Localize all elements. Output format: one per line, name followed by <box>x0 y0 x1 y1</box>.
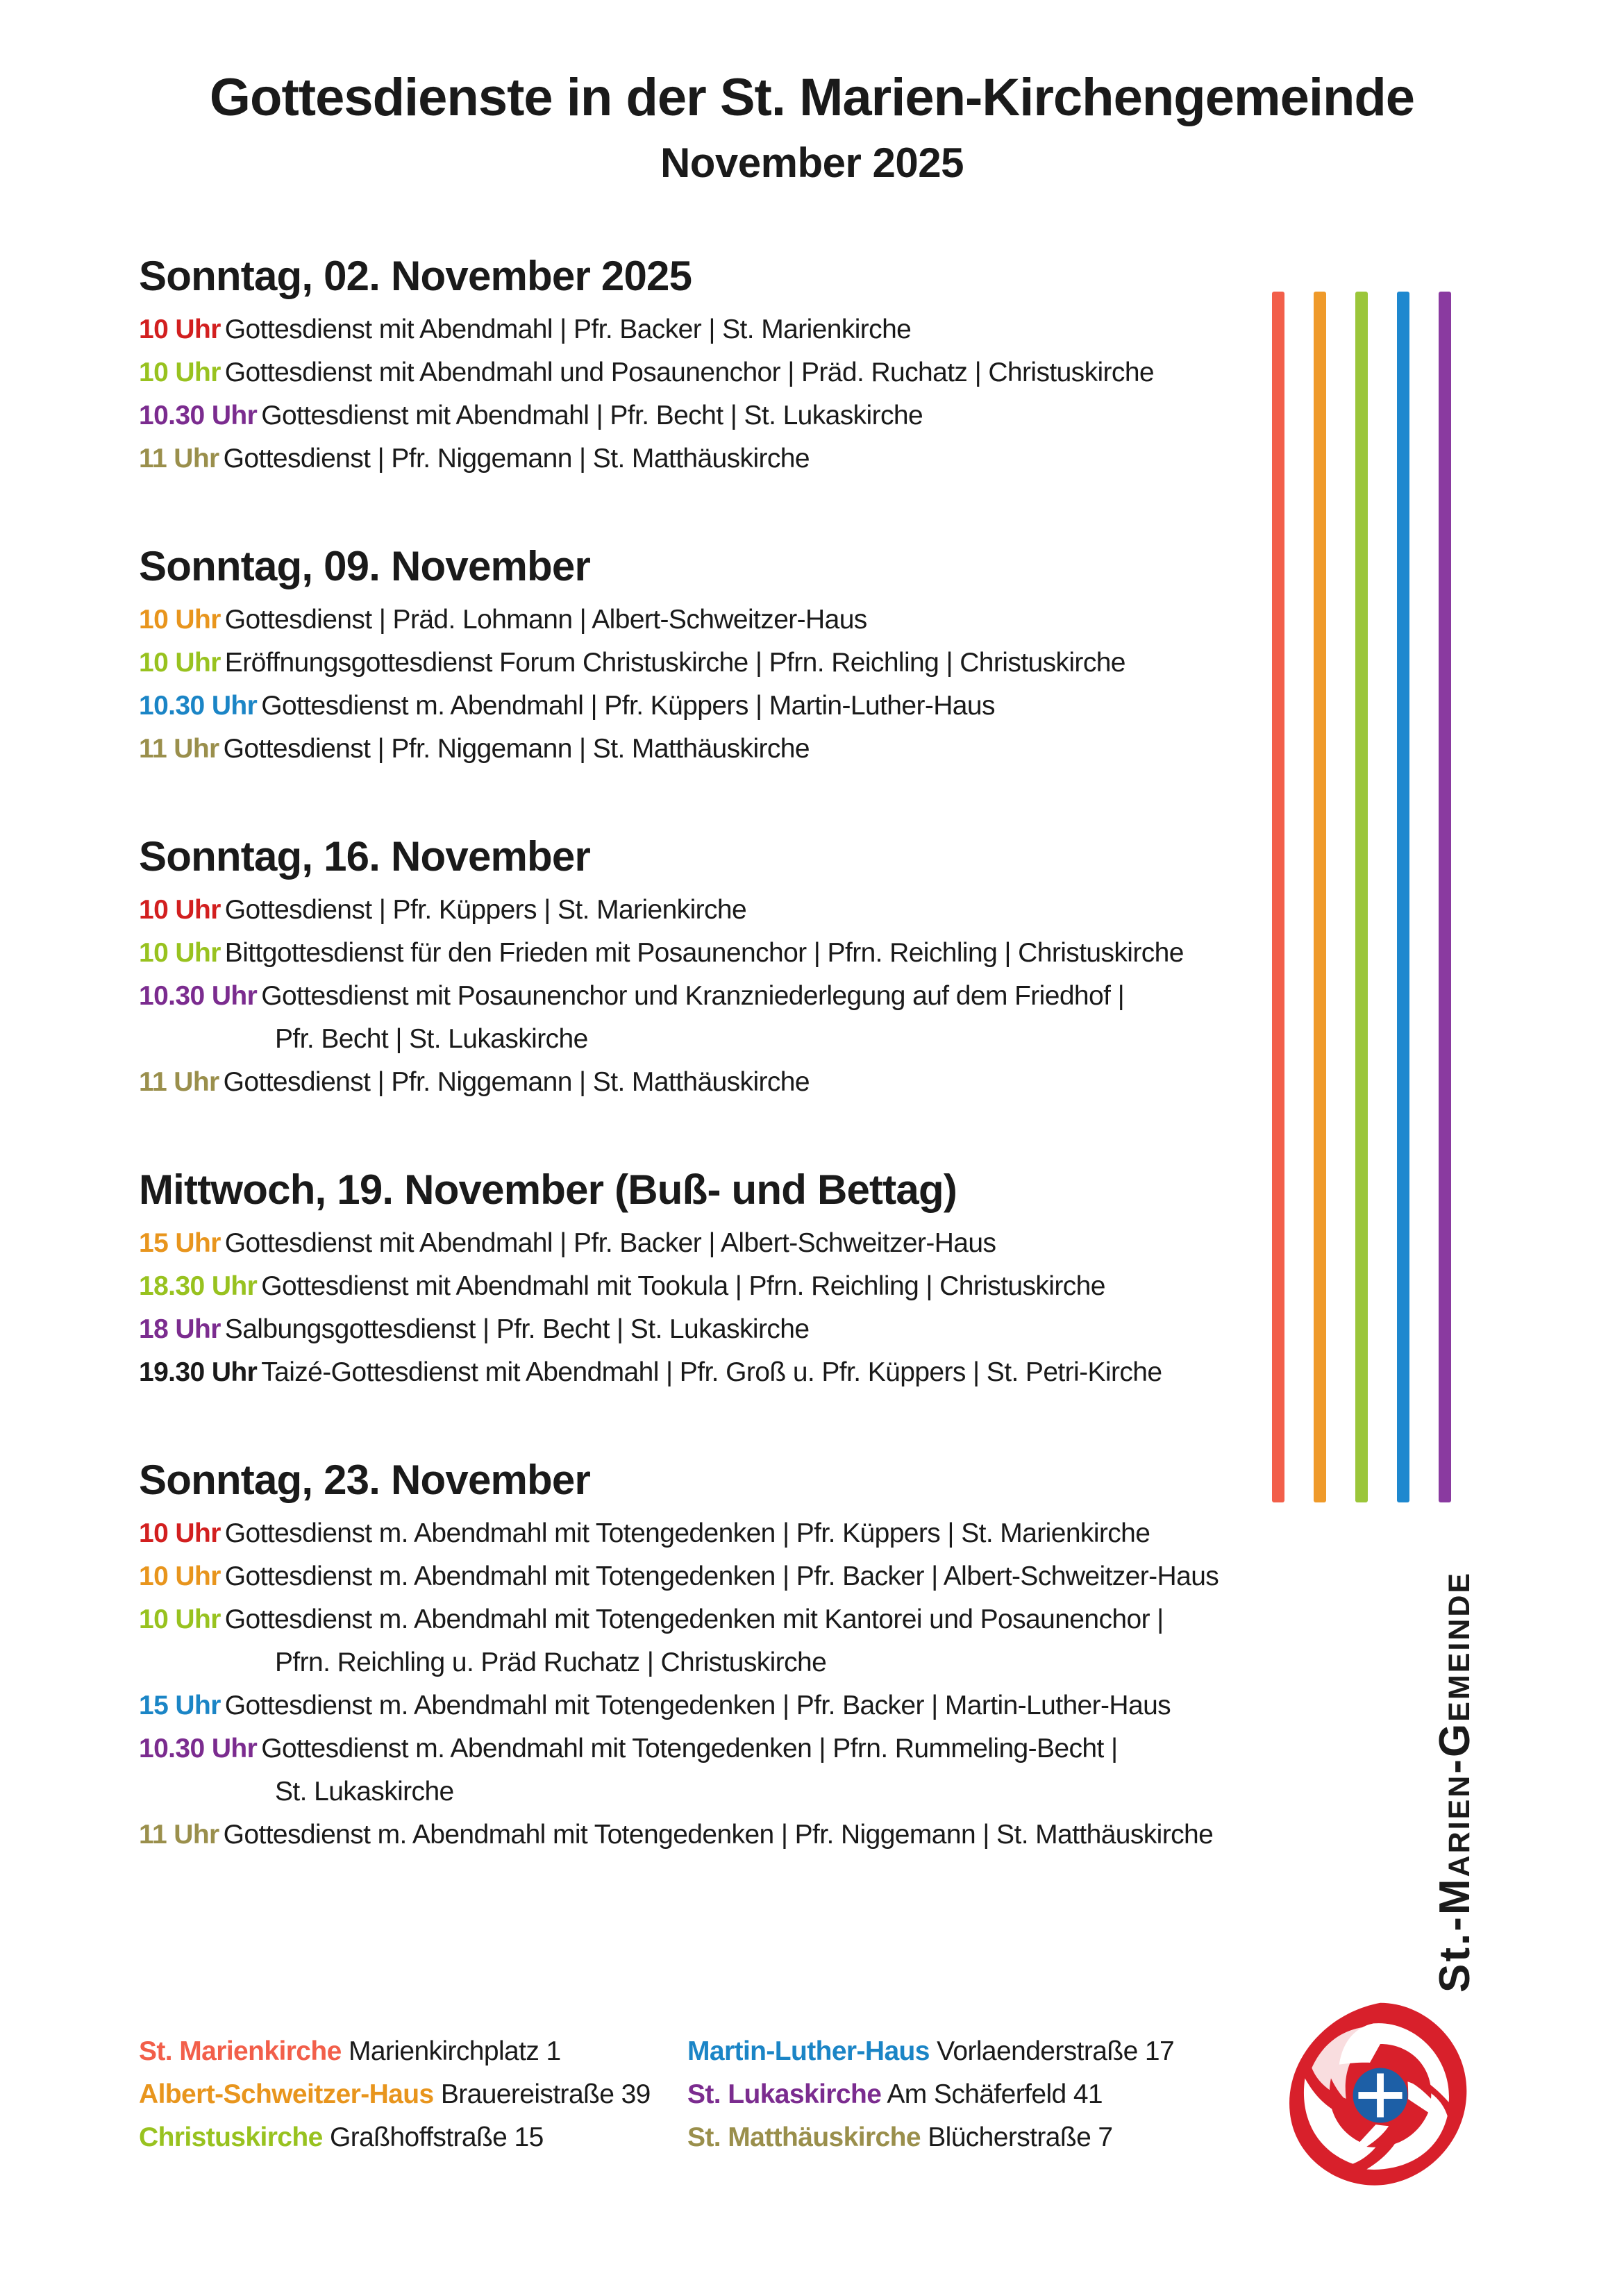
service-description: Gottesdienst mit Abendmahl | Pfr. Backer | St. Marienkirche <box>224 315 912 344</box>
day-heading: Sonntag, 16. November <box>139 833 591 880</box>
service-description-continued: Pfrn. Reichling u. Präd Ruchatz | Christuskirche <box>275 1648 827 1677</box>
day-section <box>139 829 1333 1104</box>
service-entry <box>139 1684 1333 1727</box>
service-time: 19.30 Uhr <box>139 1357 258 1387</box>
church-street: Vorlaenderstraße 17 <box>937 2036 1175 2066</box>
service-time: 11 Uhr <box>139 1067 219 1097</box>
color-stripe <box>1314 292 1326 1502</box>
color-stripe <box>1439 292 1451 1502</box>
service-entry <box>139 1061 1333 1104</box>
service-description: Gottesdienst m. Abendmahl mit Totengedenken | Pfr. Backer | Albert-Schweitzer-Haus <box>224 1561 1219 1591</box>
service-list <box>139 1512 1333 1857</box>
service-time: 10 Uhr <box>139 648 221 678</box>
service-time: 10 Uhr <box>139 605 221 635</box>
day-section <box>139 1162 1333 1394</box>
service-description: Gottesdienst | Pfr. Niggemann | St. Matthäuskirche <box>223 1067 810 1097</box>
brand-name-part2: Gemeinde <box>1431 1570 1479 1758</box>
service-description-continued: St. Lukaskirche <box>275 1777 454 1807</box>
service-description: Gottesdienst mit Abendmahl und Posaunenchor | Präd. Ruchatz | Christuskirche <box>224 358 1154 387</box>
church-name: St. Lukaskirche <box>687 2079 882 2109</box>
service-time: 10 Uhr <box>139 1518 221 1548</box>
church-name: Christuskirche <box>139 2122 323 2152</box>
service-description: Gottesdienst mit Posaunenchor und Kranzniederlegung auf dem Friedhof | <box>261 981 1125 1011</box>
service-time: 10 Uhr <box>139 1561 221 1591</box>
service-description: Taizé-Gottesdienst mit Abendmahl | Pfr. Groß u. Pfr. Küppers | St. Petri-Kirche <box>261 1357 1162 1387</box>
service-entry <box>139 932 1333 975</box>
address-entry <box>687 2116 1174 2159</box>
service-entry <box>139 1351 1333 1394</box>
brand-prefix: St.- <box>1431 1915 1479 1993</box>
service-list <box>139 308 1333 480</box>
church-street: Blücherstraße 7 <box>928 2122 1113 2152</box>
church-name: Martin-Luther-Haus <box>687 2036 930 2066</box>
service-description: Gottesdienst m. Abendmahl mit Totengedenken | Pfr. Backer | Martin-Luther-Haus <box>224 1691 1171 1720</box>
service-entry <box>139 728 1333 771</box>
service-description: Gottesdienst mit Abendmahl | Pfr. Backer | Albert-Schweitzer-Haus <box>224 1228 996 1258</box>
church-name: Albert-Schweitzer-Haus <box>139 2079 434 2109</box>
service-entry <box>139 308 1333 351</box>
page-subtitle: November 2025 <box>660 140 964 187</box>
service-time: 15 Uhr <box>139 1228 221 1258</box>
service-description: Gottesdienst m. Abendmahl mit Totengedenken | Pfr. Niggemann | St. Matthäuskirche <box>223 1820 1214 1850</box>
day-section <box>139 539 1333 771</box>
service-description: Gottesdienst m. Abendmahl mit Totengedenken mit Kantorei und Posaunenchor | <box>224 1604 1164 1634</box>
church-street: Brauereistraße 39 <box>440 2079 651 2109</box>
service-entry <box>139 685 1333 728</box>
service-schedule <box>139 249 1333 1915</box>
service-description: Gottesdienst mit Abendmahl mit Tookula | Pfrn. Reichling | Christuskirche <box>261 1271 1105 1301</box>
service-time: 10.30 Uhr <box>139 1734 258 1763</box>
service-description: Gottesdienst m. Abendmahl mit Totengedenken | Pfrn. Rummeling-Becht | <box>261 1734 1118 1763</box>
service-description: Gottesdienst | Pfr. Küppers | St. Marienkirche <box>224 895 747 925</box>
service-list <box>139 1222 1333 1394</box>
address-column-left <box>139 2030 651 2159</box>
service-entry <box>139 1512 1333 1555</box>
service-entry <box>139 889 1333 932</box>
service-entry <box>139 1727 1333 1813</box>
service-time: 10.30 Uhr <box>139 981 258 1011</box>
service-time: 18.30 Uhr <box>139 1271 258 1301</box>
service-description: Gottesdienst | Pfr. Niggemann | St. Matthäuskirche <box>223 734 810 764</box>
service-description: Eröffnungsgottesdienst Forum Christuskirche | Pfrn. Reichling | Christuskirche <box>224 648 1125 678</box>
service-time: 11 Uhr <box>139 1820 219 1850</box>
service-time: 10.30 Uhr <box>139 691 258 721</box>
day-heading: Sonntag, 09. November <box>139 543 591 589</box>
address-entry <box>139 2073 651 2116</box>
day-section <box>139 249 1333 480</box>
service-description: Gottesdienst | Präd. Lohmann | Albert-Schweitzer-Haus <box>224 605 867 635</box>
service-entry <box>139 1222 1333 1265</box>
service-time: 10.30 Uhr <box>139 401 258 430</box>
brand-name-part1: Marien <box>1431 1773 1479 1916</box>
service-time: 10 Uhr <box>139 315 221 344</box>
address-entry <box>687 2030 1174 2073</box>
service-time: 15 Uhr <box>139 1691 221 1720</box>
address-entry <box>139 2030 651 2073</box>
service-list <box>139 598 1333 771</box>
page-title: Gottesdienste in der St. Marien-Kirchengemeinde <box>209 68 1415 127</box>
service-description: Gottesdienst m. Abendmahl mit Totengedenken | Pfr. Küppers | St. Marienkirche <box>224 1518 1150 1548</box>
church-street: Graßhoffstraße 15 <box>329 2122 544 2152</box>
day-heading: Sonntag, 02. November 2025 <box>139 253 692 299</box>
church-name: St. Marienkirche <box>139 2036 342 2066</box>
service-entry <box>139 1555 1333 1598</box>
service-entry <box>139 351 1333 394</box>
service-entry <box>139 1598 1333 1684</box>
rose-logo-icon <box>1278 1993 1483 2198</box>
service-description: Gottesdienst mit Abendmahl | Pfr. Becht | St. Lukaskirche <box>261 401 923 430</box>
church-street: Marienkirchplatz 1 <box>348 2036 561 2066</box>
address-entry <box>139 2116 651 2159</box>
service-entry <box>139 642 1333 685</box>
color-stripe <box>1397 292 1409 1502</box>
brand-separator: - <box>1431 1757 1479 1774</box>
service-description: Gottesdienst m. Abendmahl | Pfr. Küppers | Martin-Luther-Haus <box>261 691 995 721</box>
service-description: Salbungsgottesdienst | Pfr. Becht | St. Lukaskirche <box>224 1314 810 1344</box>
service-time: 10 Uhr <box>139 358 221 387</box>
address-column-right <box>687 2030 1174 2159</box>
address-entry <box>687 2073 1174 2116</box>
service-time: 11 Uhr <box>139 734 219 764</box>
service-time: 10 Uhr <box>139 938 221 968</box>
color-stripe <box>1355 292 1368 1502</box>
service-time: 10 Uhr <box>139 895 221 925</box>
day-section <box>139 1452 1333 1857</box>
day-heading: Sonntag, 23. November <box>139 1457 591 1503</box>
service-entry <box>139 394 1333 437</box>
service-list <box>139 889 1333 1104</box>
service-entry <box>139 437 1333 480</box>
service-description: Gottesdienst | Pfr. Niggemann | St. Matthäuskirche <box>223 444 810 474</box>
service-entry <box>139 975 1333 1061</box>
color-stripe <box>1272 292 1284 1502</box>
day-heading: Mittwoch, 19. November (Buß- und Bettag) <box>139 1166 957 1213</box>
service-entry <box>139 1813 1333 1857</box>
church-name: St. Matthäuskirche <box>687 2122 921 2152</box>
service-time: 11 Uhr <box>139 444 219 474</box>
church-street: Am Schäferfeld 41 <box>887 2079 1103 2109</box>
brand-wordmark <box>1430 1571 1480 1993</box>
service-entry <box>139 598 1333 642</box>
service-time: 10 Uhr <box>139 1604 221 1634</box>
service-time: 18 Uhr <box>139 1314 221 1344</box>
header <box>0 66 1624 187</box>
service-description-continued: Pfr. Becht | St. Lukaskirche <box>275 1024 588 1054</box>
service-entry <box>139 1265 1333 1308</box>
service-entry <box>139 1308 1333 1351</box>
service-description: Bittgottesdienst für den Frieden mit Posaunenchor | Pfrn. Reichling | Christuskirche <box>224 938 1184 968</box>
